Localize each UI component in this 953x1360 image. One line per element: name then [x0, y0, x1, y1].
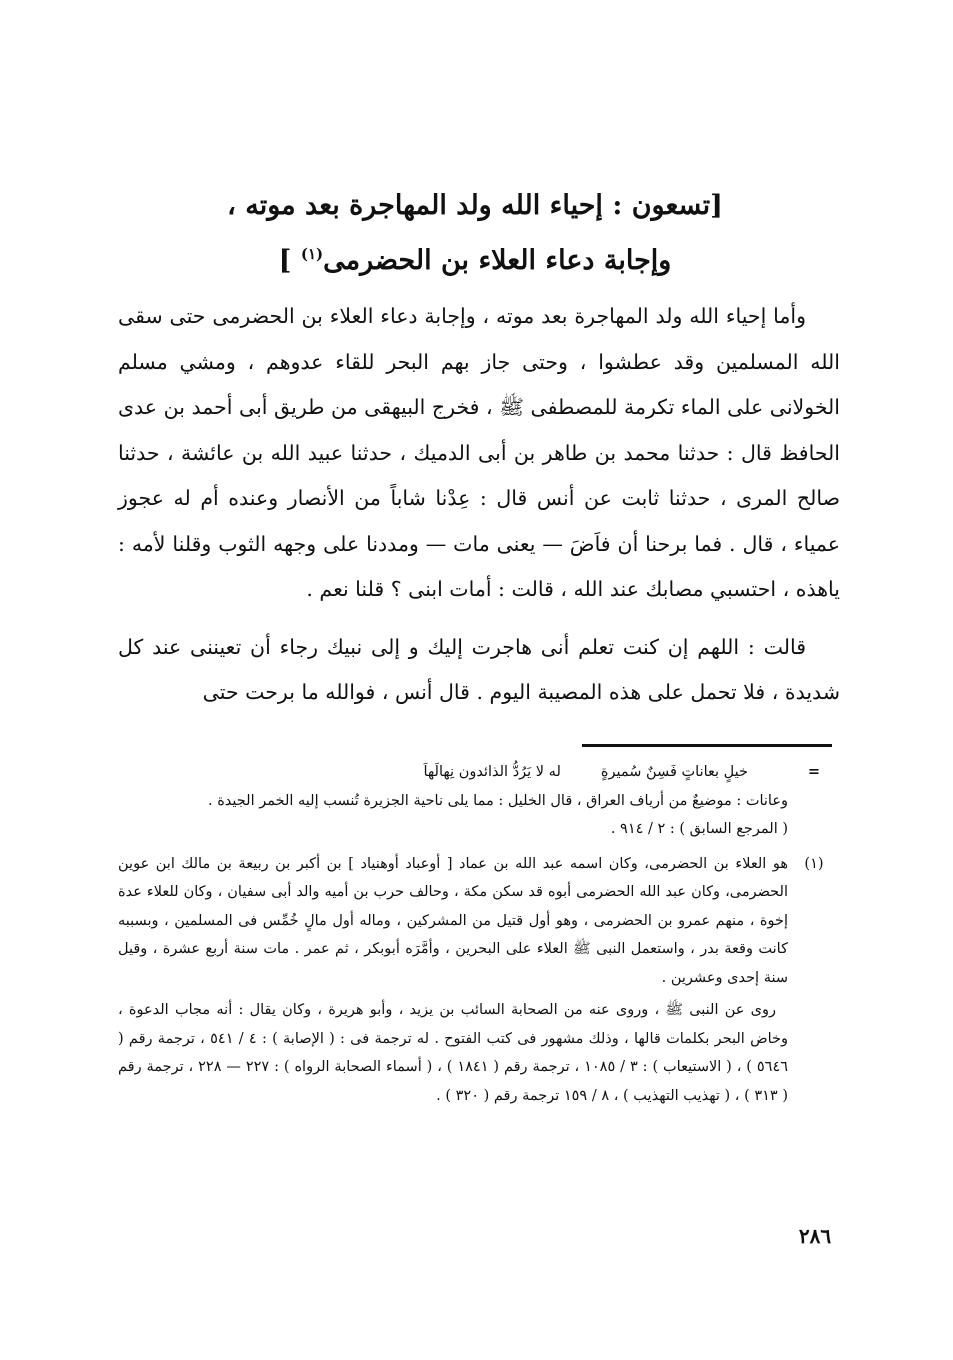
- footnote-1-number: (١): [804, 855, 824, 872]
- heading-line-1: [تسعون : إحياء الله ولد المهاجرة بعد موته ،: [227, 190, 723, 221]
- body-paragraph-2: قالت : اللهم إن كنت تعلم أنى هاجرت إليك و إلى نبيك رجاء أن تعيننى عند كل شديدة ، فلا تحمل على هذه المصيبة اليوم . قال أنس ، فوالله ما برحت حتى: [118, 634, 840, 704]
- poem-line: [118, 758, 840, 787]
- chapter-heading: [150, 182, 800, 285]
- heading-line-2-text: وإجابة دعاء العلاء بن الحضرمى: [323, 245, 672, 276]
- anat-note: وعانات : موضيعٌ من أرياف العراق ، قال الخليل : مما يلى ناحية الجزيرة تُنسب إليه الخمر الجيدة .: [207, 792, 788, 809]
- footnote-1: [118, 850, 840, 1111]
- main-text: [118, 294, 840, 716]
- footnote-reference: (١): [300, 245, 324, 263]
- heading-line-2: [150, 230, 800, 285]
- continuation-mark: =: [807, 763, 821, 780]
- footnote-1-continuation: روى عن النبى ﷺ ، وروى عنه من الصحابة السائب بن يزيد ، وأبو هريرة ، وكان يقال : أنه مجاب الدعوة ، وخاض البحر بكلمات قالها ، وذلك مشهور فى كتب الفتوح . له ترجمة فى : ( الإصابة ) : ٤ / ٥٤١ ، ترجمة رقم ( ٥٦٤٦ ) ، ( الاستيعاب ) : ٣ / ١٠٨٥ ، ترجمة رقم ( ١٨٤١ ) ، ( أسماء الصحابة الرواه ) : ٢٢٧ — ٢٢٨ ، ترجمة رقم ( ٣١٣ ) ، ( تهذيب التهذيب ) ، ٨ / ١٥٩ ترجمة رقم ( ٣٢٠ ) .: [118, 1002, 789, 1104]
- anat-reference: ( المرجع السابق ) : ٢ / ٩١٤ .: [610, 821, 788, 837]
- footnotes: [118, 758, 840, 1110]
- heading-closing-bracket: ]: [278, 245, 301, 276]
- footnote-1-body: [118, 850, 788, 1111]
- footnote-separator: [582, 744, 832, 747]
- body-paragraph-1: وأما إحياء الله ولد المهاجرة بعد موته ، وإجابة دعاء العلاء بن الحضرمى حتى سقى الله المسلمين وقد عطشوا ، وحتى جاز بهم البحر للقاء عدوهم ، ومشي مسلم الخولانى على الماء تكرمة للمصطفى ﷺ ، فخرج البيهقى من طريق أبى أحمد بن عدى الحافظ قال : حدثنا محمد بن طاهر بن أبى الدميك ، حدثنا عبيد الله بن عائشة ، حدثنا صالح المرى ، حدثنا ثابت عن أنس قال : عِدْنا شاباً من الأنصار وعنده أم له عجوز عمياء ، قال . فما برحنا أن فاَضَ — يعنى مات — ومددنا على وجهه الثوب وقلنا لأمه : ياهذه ، احتسبي مصابك عند الله ، قالت : أمات ابنى ؟ قلنا نعم .: [118, 304, 840, 601]
- poem-hemistich-1: خيلٍ بعاناتٍ فَسِنٌ سُميرةٍ: [600, 764, 748, 780]
- footnote-1-text: هو العلاء بن الحضرمى، وكان اسمه عبد الله بن عماد [ أوعباد أوهنياد ] بن أكبر بن ربيعة بن مالك ابن عوين الحضرمى، وكان عبد الله الحضرمى أبوه قد سكن مكة ، وحالف حرب بن أميه والد أبى سفيان ، وكان للعلاء عدة إخوة ، منهم عمرو بن الحضرمى ، وهو أول قتيل من المشركين ، وماله أول مالٍ خُمِّس فى المسلمين ، وبسببه كانت وقعة بدر ، واستعمل النبى ﷺ العلاء على البحرين ، وأمَّرَه أبوبكر ، ثم عمر . مات سنة أربع عشرة ، وقيل سنة إحدى وعشرين .: [118, 855, 788, 986]
- page-number: ٢٨٦: [798, 1224, 832, 1248]
- poem-hemistich-2: له لا يَرُدُّ الذائدون نِهالَهاَ: [423, 764, 561, 780]
